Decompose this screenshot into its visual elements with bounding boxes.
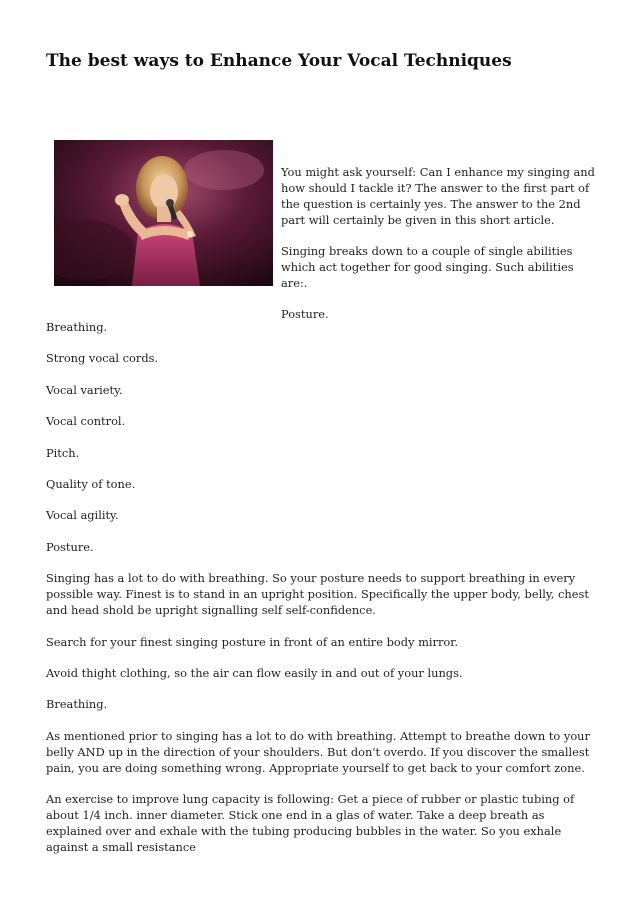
body-paragraph: Breathing.	[46, 320, 108, 334]
body-paragraph: Posture.	[46, 539, 94, 554]
body-paragraph: Singing has a lot to do with breathing. So your posture needs to support breathing in every possible way. Finest is to stand in an upright position. Specifically the upper body, belly, chest and head shold be upright signalling self self-confidence.	[46, 571, 589, 618]
body-paragraph: Vocal control.	[46, 414, 126, 429]
body-paragraph: Breathing.	[46, 697, 108, 712]
body-column	[46, 319, 602, 870]
body-paragraph: Quality of tone.	[46, 476, 136, 491]
page-title: The best ways to Enhance Your Vocal Techniques	[46, 51, 512, 71]
body-paragraph: Pitch.	[46, 445, 80, 460]
body-paragraph: As mentioned prior to singing has a lot to do with breathing. Attempt to breathe down to your belly AND up in the direction of your shoulders. But don't overdo. If you discover the smallest pain, you are doing something wrong. Appropriate yourself to get back to your comfort zone.	[46, 728, 590, 775]
intro-column	[281, 164, 599, 337]
intro-paragraph: Singing breaks down to a couple of single abilities which act together for good singing. Such abilities are:.	[281, 244, 574, 290]
body-paragraph: Vocal variety.	[46, 382, 123, 397]
intro-paragraph: You might ask yourself: Can I enhance my singing and how should I tackle it? The answer to the first part of the question is certainly yes. The answer to the 2nd part will certainly be given in this short article.	[281, 165, 595, 227]
body-paragraph: An exercise to improve lung capacity is following: Get a piece of rubber or plastic tubing of about 1/4 inch. inner diameter. Stick one end in a glas of water. Take a deep breath as explained over and exhale with the tubing producing bubbles in the water. So you exhale against a small resistance	[46, 792, 575, 855]
body-paragraph: Avoid thight clothing, so the air can flow easily in and out of your lungs.	[46, 665, 463, 680]
body-paragraph: Search for your finest singing posture in front of an entire body mirror.	[46, 634, 459, 649]
intro-paragraph: Posture.	[281, 307, 329, 321]
singer-photo-icon	[54, 140, 273, 286]
body-paragraph: Vocal agility.	[46, 508, 119, 523]
body-paragraph: Strong vocal cords.	[46, 351, 159, 366]
